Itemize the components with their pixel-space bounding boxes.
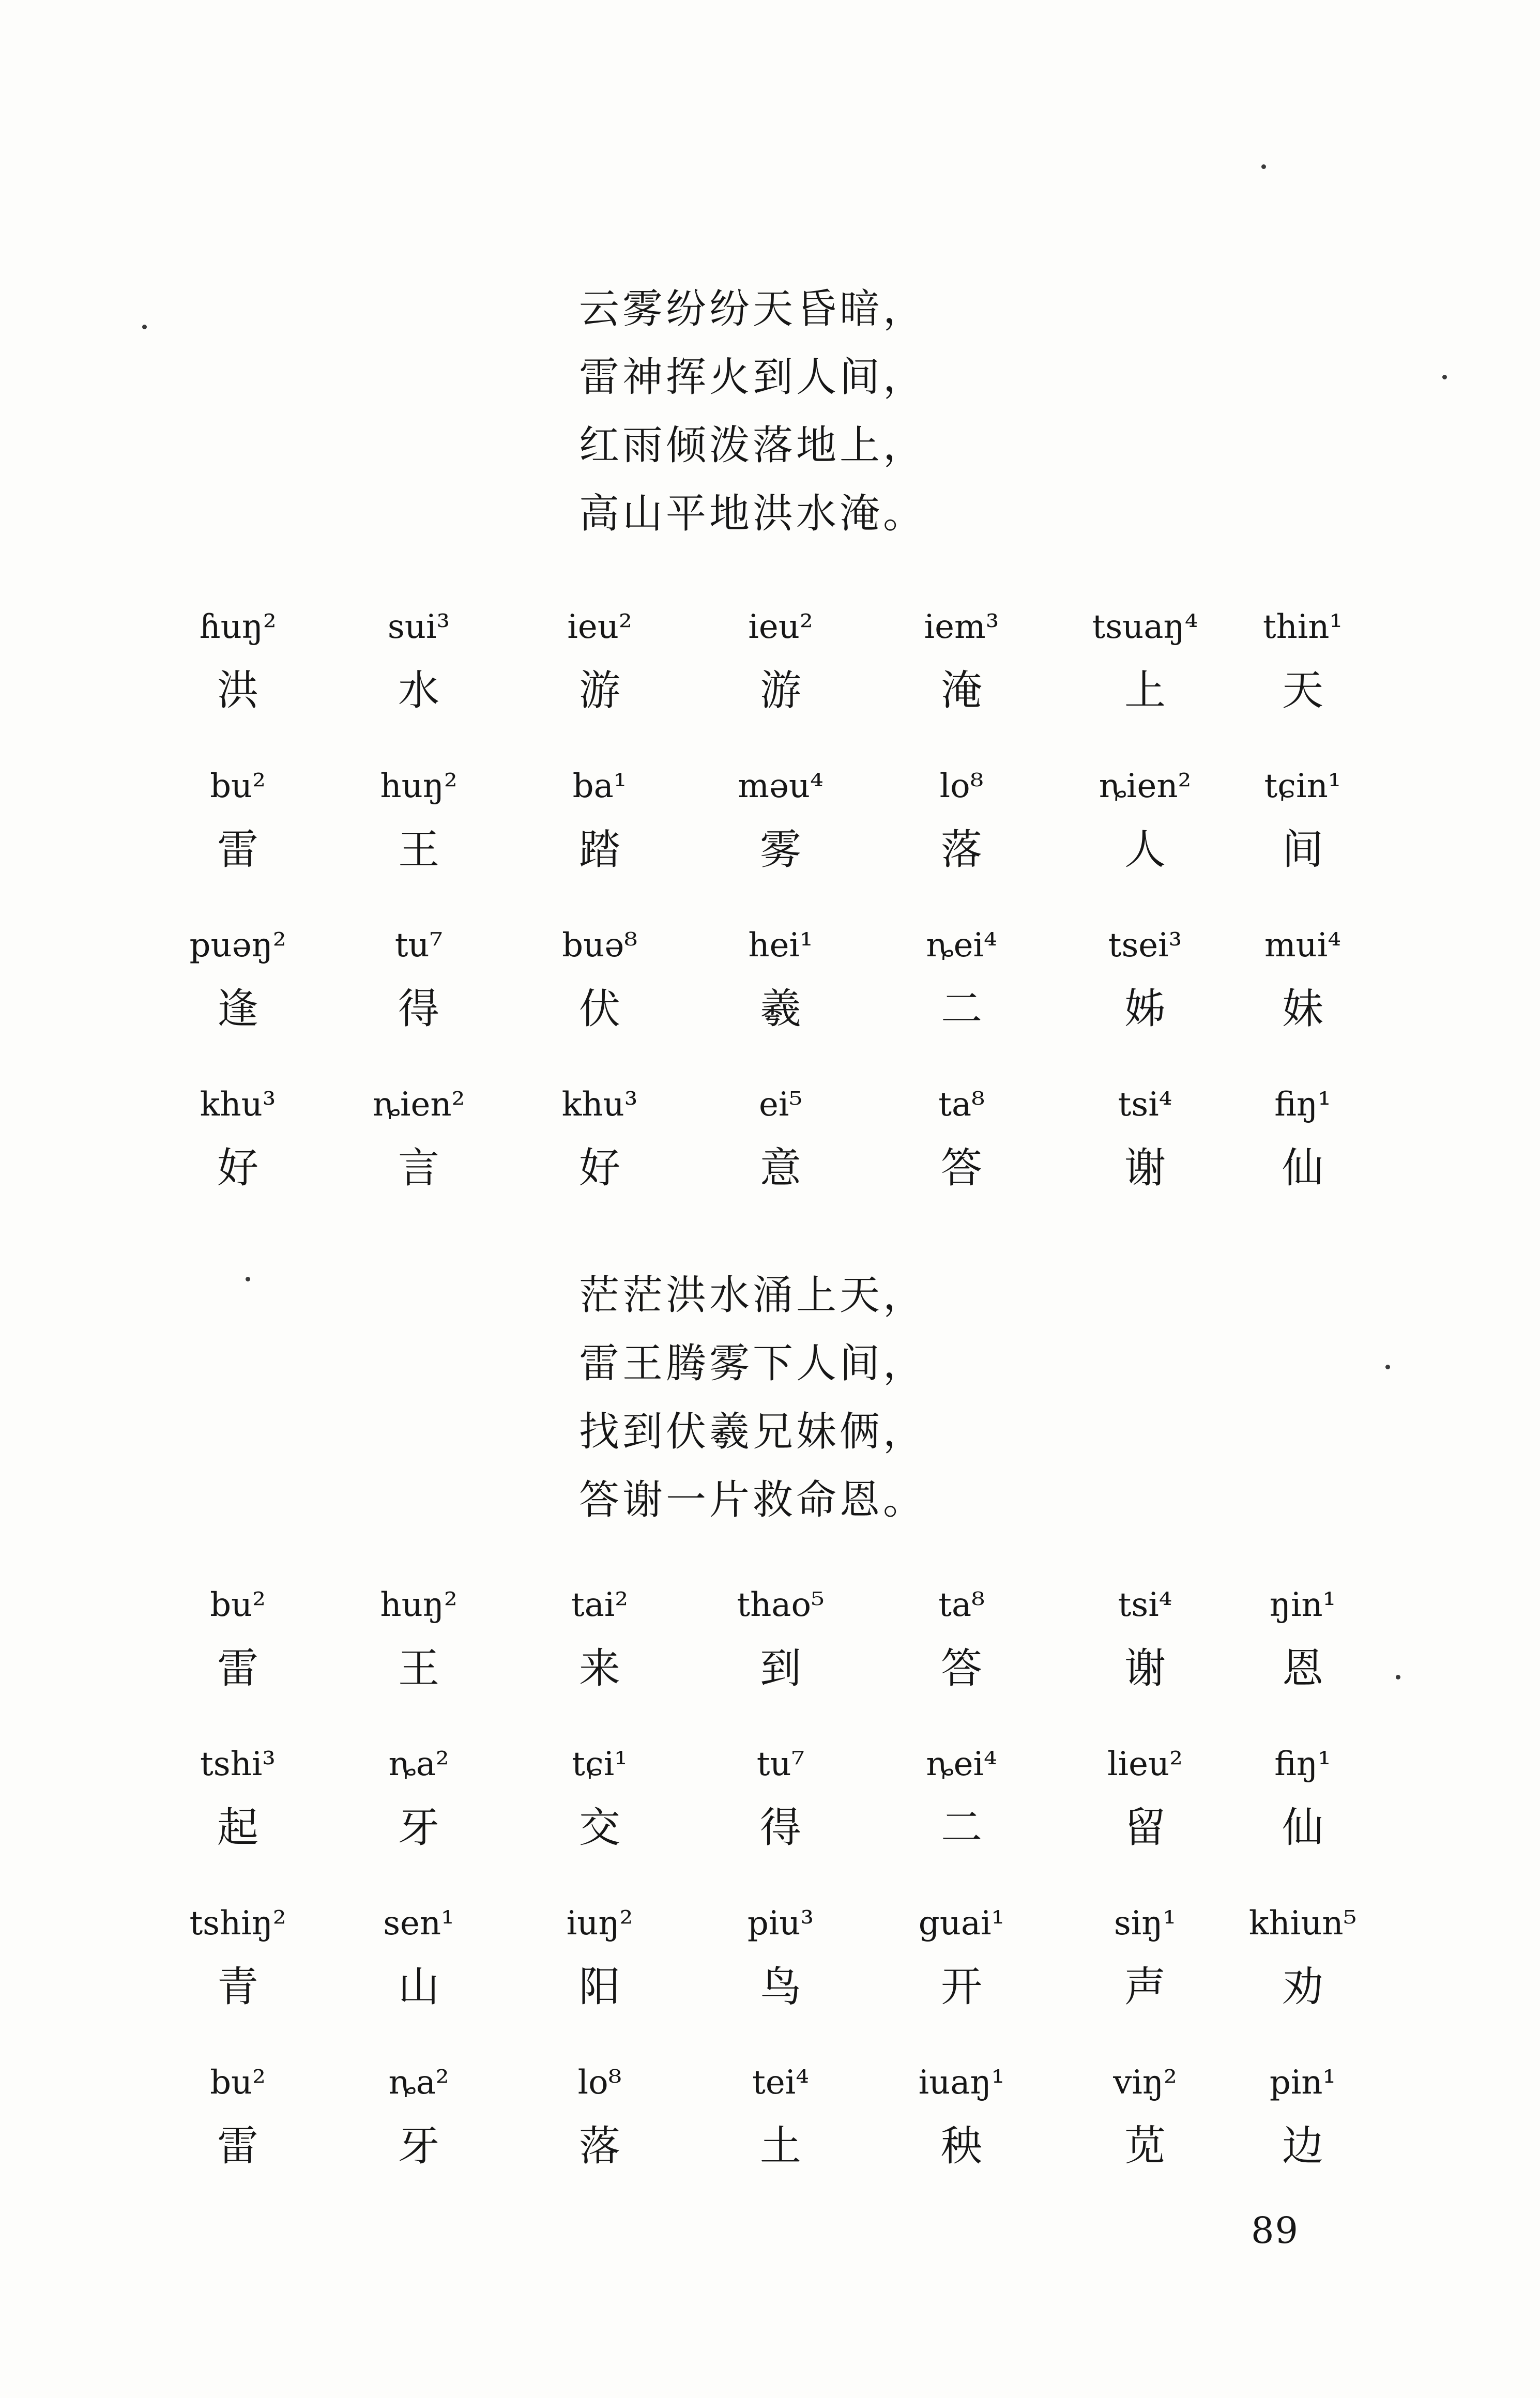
- chinese-character: 王: [398, 1644, 439, 1692]
- chinese-character: 姊: [1124, 985, 1166, 1033]
- word-cell: [884, 1082, 1039, 1199]
- word-cell: [341, 605, 496, 722]
- romanization: khu³: [561, 1086, 638, 1124]
- romanization: iuaŋ¹: [918, 2064, 1005, 2102]
- word-cell: [522, 1742, 677, 1859]
- romanization: huŋ²: [380, 767, 458, 805]
- romanization: ȵien²: [1099, 767, 1192, 805]
- romanization: tsi⁴: [1118, 1586, 1172, 1624]
- word-cell: [341, 1583, 496, 1700]
- word-cell: [1068, 1901, 1223, 2018]
- romanization: buə⁸: [562, 926, 637, 965]
- word-cell: [160, 1082, 315, 1199]
- word-cell: [884, 605, 1039, 722]
- word-cell: [160, 764, 315, 881]
- interlinear-block-1: [0, 605, 1540, 1242]
- chinese-character: 阳: [579, 1963, 620, 2011]
- chinese-character: 仙: [1282, 1144, 1323, 1192]
- chinese-character: 上: [1124, 666, 1166, 714]
- chinese-character: 人: [1124, 826, 1166, 874]
- romanization: guai¹: [918, 1904, 1005, 1943]
- romanization: tsuaŋ⁴: [1092, 608, 1198, 646]
- romanization: tu⁷: [756, 1745, 805, 1783]
- chinese-character: 留: [1124, 1804, 1166, 1852]
- chinese-character: 水: [398, 666, 439, 714]
- chinese-character: 雷: [217, 2122, 258, 2170]
- chinese-character: 牙: [398, 1804, 439, 1852]
- chinese-character: 雷: [217, 826, 258, 874]
- word-cell: [1068, 1583, 1223, 1700]
- romanization: fiŋ¹: [1274, 1086, 1331, 1124]
- chinese-character: 劝: [1282, 1963, 1323, 2011]
- romanization: ei⁵: [759, 1086, 802, 1124]
- word-cell: [703, 1082, 858, 1199]
- romanization: tshi³: [200, 1745, 276, 1783]
- word-cell: [1068, 764, 1223, 881]
- poem-line: 雷王腾雾下人间，: [579, 1340, 927, 1387]
- scan-speck: [246, 1277, 250, 1281]
- word-cell: [703, 605, 858, 722]
- chinese-character: 好: [579, 1144, 620, 1192]
- word-cell: [1068, 1082, 1223, 1199]
- word-cell: [1225, 923, 1380, 1040]
- chinese-character: 天: [1282, 666, 1323, 714]
- romanization: bu²: [210, 767, 266, 805]
- chinese-character: 好: [217, 1144, 258, 1192]
- chinese-character: 游: [760, 666, 801, 714]
- chinese-character: 逢: [217, 985, 258, 1033]
- word-cell: [1068, 923, 1223, 1040]
- romanization: iem³: [924, 608, 999, 646]
- chinese-character: 言: [398, 1144, 439, 1192]
- word-cell: [1225, 1742, 1380, 1859]
- word-cell: [703, 1742, 858, 1859]
- word-cell: [341, 764, 496, 881]
- interlinear-row: [0, 605, 1540, 764]
- romanization: bu²: [210, 1586, 266, 1624]
- romanization: bu²: [210, 2064, 266, 2102]
- word-cell: [341, 1742, 496, 1859]
- romanization: mui⁴: [1264, 926, 1341, 965]
- word-cell: [1068, 2060, 1223, 2177]
- romanization: thao⁵: [737, 1586, 825, 1624]
- romanization: ɦuŋ²: [199, 608, 277, 646]
- interlinear-row: [0, 764, 1540, 923]
- romanization: ta⁸: [938, 1586, 985, 1624]
- romanization: sui³: [387, 608, 450, 646]
- scan-speck: [142, 325, 147, 329]
- romanization: tɕin¹: [1264, 767, 1341, 805]
- word-cell: [160, 605, 315, 722]
- chinese-character: 边: [1282, 2122, 1323, 2170]
- word-cell: [1225, 1901, 1380, 2018]
- interlinear-row: [0, 1742, 1540, 1901]
- romanization: ieu²: [567, 608, 632, 646]
- word-cell: [884, 1742, 1039, 1859]
- interlinear-row: [0, 1901, 1540, 2060]
- romanization: lo⁸: [577, 2064, 622, 2102]
- chinese-character: 开: [941, 1963, 982, 2011]
- chinese-character: 游: [579, 666, 620, 714]
- scan-speck: [1442, 375, 1447, 379]
- chinese-character: 声: [1124, 1963, 1166, 2011]
- word-cell: [884, 1901, 1039, 2018]
- page-number: 89: [1251, 2209, 1300, 2252]
- romanization: thin¹: [1262, 608, 1343, 646]
- romanization: iuŋ²: [566, 1904, 633, 1943]
- word-cell: [884, 764, 1039, 881]
- chinese-character: 牙: [398, 2122, 439, 2170]
- chinese-character: 谢: [1124, 1144, 1166, 1192]
- chinese-character: 意: [760, 1144, 801, 1192]
- romanization: tai²: [571, 1586, 628, 1624]
- romanization: ȵei⁴: [926, 1745, 997, 1783]
- chinese-character: 间: [1282, 826, 1323, 874]
- poem-stanza-2: [579, 1261, 926, 1534]
- word-cell: [884, 1583, 1039, 1700]
- word-cell: [1225, 1583, 1380, 1700]
- romanization: ieu²: [748, 608, 813, 646]
- romanization: siŋ¹: [1114, 1904, 1177, 1943]
- poem-line: 云雾纷纷天昏暗，: [579, 286, 927, 332]
- chinese-character: 起: [217, 1804, 258, 1852]
- word-cell: [703, 1583, 858, 1700]
- chinese-character: 二: [941, 1804, 982, 1852]
- word-cell: [522, 2060, 677, 2177]
- romanization: viŋ²: [1113, 2064, 1177, 2102]
- word-cell: [522, 923, 677, 1040]
- interlinear-row: [0, 923, 1540, 1082]
- chinese-character: 谢: [1124, 1644, 1166, 1692]
- poem-line: 答谢一片救命恩。: [579, 1477, 927, 1523]
- word-cell: [1225, 605, 1380, 722]
- interlinear-row: [0, 2060, 1540, 2220]
- romanization: tshiŋ²: [189, 1904, 286, 1943]
- romanization: ȵien²: [372, 1086, 465, 1124]
- romanization: tsei³: [1108, 926, 1182, 965]
- word-cell: [341, 923, 496, 1040]
- word-cell: [1225, 2060, 1380, 2177]
- chinese-character: 鸟: [760, 1963, 801, 2011]
- romanization: fiŋ¹: [1274, 1745, 1331, 1783]
- romanization: khu³: [200, 1086, 276, 1124]
- word-cell: [1225, 1082, 1380, 1199]
- chinese-character: 来: [579, 1644, 620, 1692]
- poem-line: 找到伏羲兄妹俩，: [579, 1409, 927, 1455]
- word-cell: [703, 923, 858, 1040]
- poem-line: 高山平地洪水淹。: [579, 491, 927, 537]
- chinese-character: 王: [398, 826, 439, 874]
- chinese-character: 答: [941, 1644, 982, 1692]
- chinese-character: 得: [398, 985, 439, 1033]
- chinese-character: 伏: [579, 985, 620, 1033]
- word-cell: [160, 2060, 315, 2177]
- scan-speck: [1385, 1365, 1390, 1369]
- word-cell: [884, 2060, 1039, 2177]
- poem-line: 雷神挥火到人间，: [579, 354, 927, 401]
- word-cell: [1068, 1742, 1223, 1859]
- romanization: tsi⁴: [1118, 1086, 1172, 1124]
- chinese-character: 羲: [760, 985, 801, 1033]
- word-cell: [1225, 764, 1380, 881]
- chinese-character: 到: [760, 1644, 801, 1692]
- romanization: hei¹: [748, 926, 813, 965]
- romanization: ȵa²: [388, 1745, 449, 1783]
- chinese-character: 洪: [217, 666, 258, 714]
- chinese-character: 淹: [941, 666, 982, 714]
- romanization: huŋ²: [380, 1586, 458, 1624]
- word-cell: [341, 2060, 496, 2177]
- word-cell: [341, 1082, 496, 1199]
- word-cell: [522, 1082, 677, 1199]
- romanization: puəŋ²: [189, 926, 286, 965]
- word-cell: [884, 923, 1039, 1040]
- scan-speck: [1261, 164, 1266, 169]
- word-cell: [341, 1901, 496, 2018]
- scan-speck: [1396, 1675, 1400, 1679]
- chinese-character: 秧: [941, 2122, 982, 2170]
- poem-line: 茫茫洪水涌上天，: [579, 1272, 927, 1319]
- chinese-character: 恩: [1282, 1644, 1323, 1692]
- romanization: ŋin¹: [1269, 1586, 1336, 1624]
- romanization: ȵa²: [388, 2064, 449, 2102]
- romanization: tɕi¹: [572, 1745, 628, 1783]
- romanization: pin¹: [1269, 2064, 1336, 2102]
- romanization: tu⁷: [394, 926, 443, 965]
- word-cell: [160, 1901, 315, 2018]
- word-cell: [160, 1583, 315, 1700]
- romanization: lo⁸: [939, 767, 984, 805]
- chinese-character: 土: [760, 2122, 801, 2170]
- word-cell: [522, 1901, 677, 2018]
- chinese-character: 妹: [1282, 985, 1323, 1033]
- chinese-character: 落: [579, 2122, 620, 2170]
- poem-line: 红雨倾泼落地上，: [579, 422, 927, 469]
- chinese-character: 踏: [579, 826, 620, 874]
- interlinear-row: [0, 1082, 1540, 1242]
- poem-stanza-1: [579, 275, 926, 548]
- romanization: khiun⁵: [1248, 1904, 1357, 1943]
- romanization: ba¹: [572, 767, 627, 805]
- interlinear-row: [0, 1583, 1540, 1742]
- chinese-character: 雾: [760, 826, 801, 874]
- chinese-character: 青: [217, 1963, 258, 2011]
- chinese-character: 落: [941, 826, 982, 874]
- word-cell: [703, 764, 858, 881]
- romanization: sen¹: [383, 1904, 454, 1943]
- word-cell: [160, 1742, 315, 1859]
- romanization: piu³: [747, 1904, 814, 1943]
- romanization: ȵei⁴: [926, 926, 997, 965]
- romanization: tei⁴: [752, 2064, 809, 2102]
- interlinear-block-2: [0, 1583, 1540, 2220]
- chinese-character: 得: [760, 1804, 801, 1852]
- word-cell: [522, 605, 677, 722]
- word-cell: [1068, 605, 1223, 722]
- word-cell: [703, 2060, 858, 2177]
- word-cell: [160, 923, 315, 1040]
- romanization: məu⁴: [738, 767, 824, 805]
- chinese-character: 交: [579, 1804, 620, 1852]
- word-cell: [522, 764, 677, 881]
- chinese-character: 苋: [1124, 2122, 1166, 2170]
- word-cell: [703, 1901, 858, 2018]
- chinese-character: 答: [941, 1144, 982, 1192]
- romanization: lieu²: [1107, 1745, 1183, 1783]
- chinese-character: 二: [941, 985, 982, 1033]
- chinese-character: 雷: [217, 1644, 258, 1692]
- word-cell: [522, 1583, 677, 1700]
- chinese-character: 山: [398, 1963, 439, 2011]
- romanization: ta⁸: [938, 1086, 985, 1124]
- chinese-character: 仙: [1282, 1804, 1323, 1852]
